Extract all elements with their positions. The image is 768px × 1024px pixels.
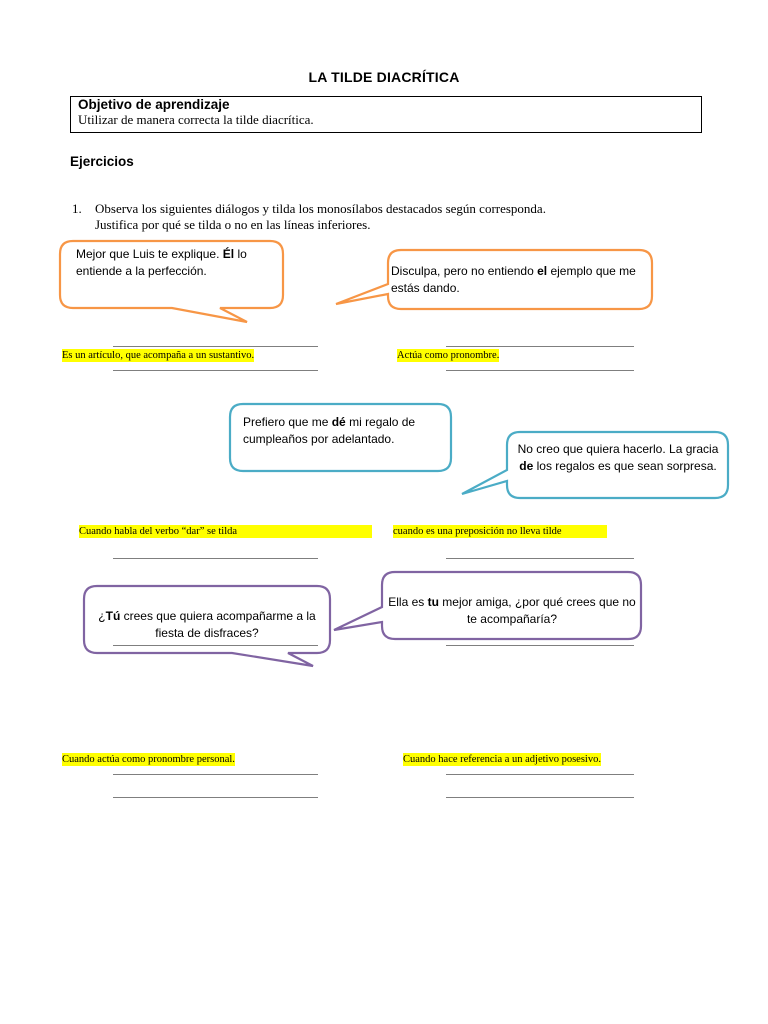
bubble-1-left-text: Mejor que Luis te explique. Él lo entiende a la perfección.	[76, 247, 247, 278]
answer-line[interactable]	[113, 558, 318, 559]
bubble-2-left-text: Prefiero que me dé mi regalo de cumpleaños por adelantado.	[243, 415, 416, 446]
objective-heading: Objetivo de aprendizaje	[78, 97, 230, 112]
highlighted-monosyllable: Él	[222, 247, 235, 261]
answer-2-right: cuando es una preposición no lleva tilde	[393, 525, 607, 538]
answer-line[interactable]	[446, 558, 634, 559]
answer-line[interactable]	[446, 346, 634, 347]
answer-line[interactable]	[113, 797, 318, 798]
highlighted-monosyllable: el	[537, 264, 548, 278]
highlighted-monosyllable: dé	[331, 415, 346, 429]
answer-3-left: Cuando actúa como pronombre personal.	[62, 754, 235, 765]
instruction-number: 1.	[72, 201, 82, 216]
answer-line[interactable]	[446, 774, 634, 775]
answer-1-right: Actúa como pronombre.	[397, 350, 500, 361]
instruction-text: Observa los siguientes diálogos y tilda los monosílabos destacados según corresponda. Justifica por qué se tilda o no en las líneas inferiores.	[95, 201, 546, 232]
answer-line[interactable]	[446, 370, 634, 371]
answer-line[interactable]	[113, 774, 318, 775]
answer-2-left: Cuando habla del verbo “dar” se tilda	[79, 525, 372, 538]
answer-line[interactable]	[446, 797, 634, 798]
answer-line[interactable]	[113, 645, 318, 646]
bubble-2-right-text: No creo que quiera hacerlo. La gracia de los regalos es que sean sorpresa.	[517, 442, 719, 473]
highlighted-monosyllable: tu	[427, 595, 439, 609]
answer-3-right: Cuando hace referencia a un adjetivo posesivo.	[403, 754, 601, 765]
bubble-1-right-text: Disculpa, pero no entiendo el ejemplo que me estás dando.	[391, 264, 636, 295]
answer-line[interactable]	[446, 645, 634, 646]
answer-line[interactable]	[113, 346, 318, 347]
highlighted-monosyllable: Tú	[105, 609, 121, 623]
objective-text: Utilizar de manera correcta la tilde diacrítica.	[78, 112, 314, 127]
page-title: LA TILDE DIACRÍTICA	[308, 69, 460, 85]
highlighted-monosyllable: de	[519, 459, 534, 473]
section-title: Ejercicios	[70, 154, 134, 169]
bubble-3-left-text: ¿Tú crees que quiera acompañarme a la fiesta de disfraces?	[98, 609, 316, 640]
answer-line[interactable]	[113, 370, 318, 371]
answer-1-left: Es un artículo, que acompaña a un sustantivo.	[62, 350, 255, 361]
bubble-3-right-text: Ella es tu mejor amiga, ¿por qué crees que no te acompañaría?	[388, 595, 636, 626]
